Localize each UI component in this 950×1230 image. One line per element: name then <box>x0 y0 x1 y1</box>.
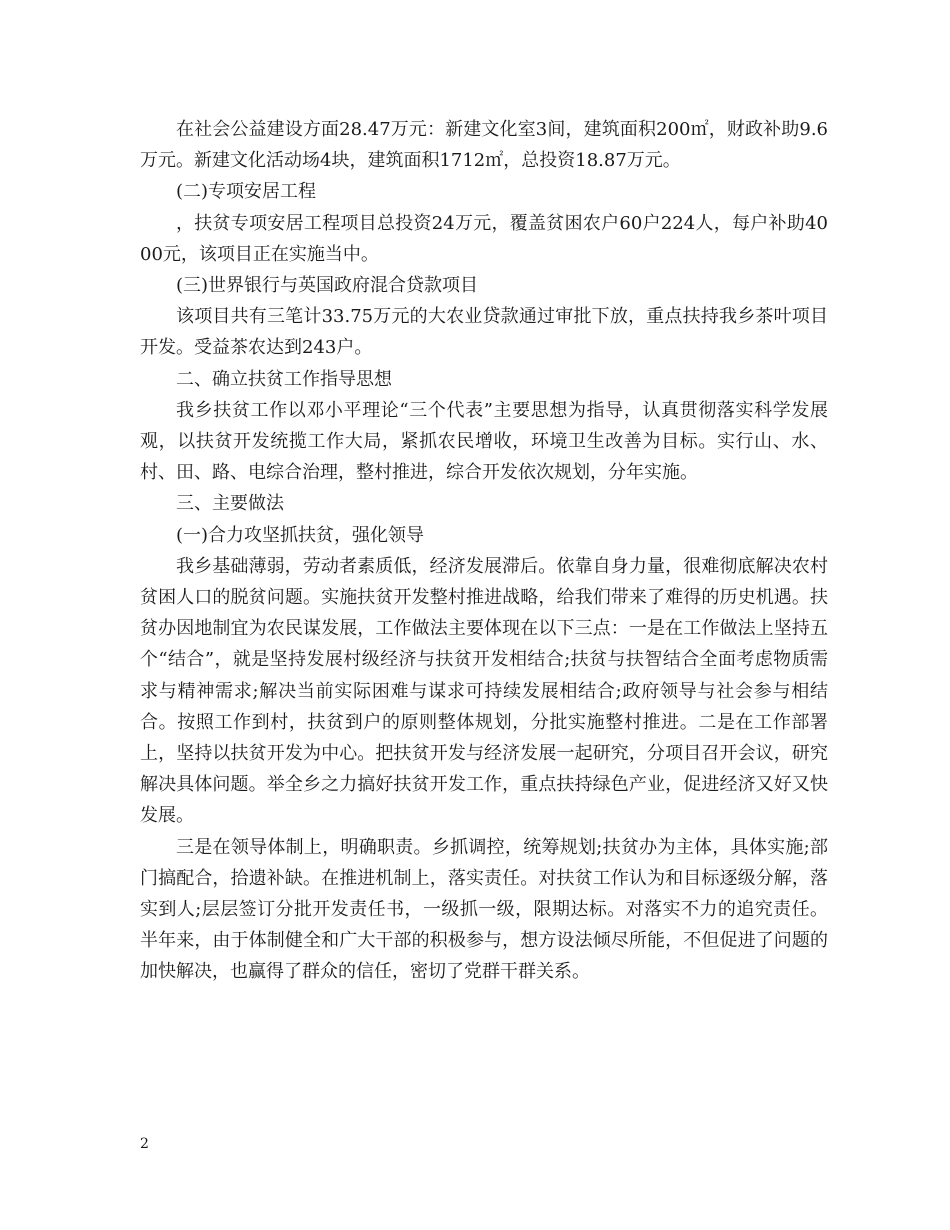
paragraph-leadership-system: 三是在领导体制上，明确职责。乡抓调控，统筹规划;扶贫办为主体，具体实施;部门搞配合，拾遗补缺。在推进机制上，落实责任。对扶贫工作认为和目标逐级分解，落实到人;层层签订分批开发责任书，一级抓一级，限期达标。对落实不力的追究责任。半年来，由于体制健全和广大干部的积极参与，想方设法倾尽所能，不但促进了问题的加快解决，也赢得了群众的信任，密切了党群干群关系。 <box>140 836 828 983</box>
heading-main-practices: 三、主要做法 <box>176 493 284 515</box>
heading-strengthen-leadership: (一)合力攻坚抓扶贫，强化领导 <box>176 524 425 546</box>
paragraph-public-welfare: 在社会公益建设方面28.47万元：新建文化室3间，建筑面积200㎡，财政补助9.6万元。新建文化活动场4块，建筑面积1712㎡，总投资18.87万元。 <box>140 119 828 172</box>
heading-guiding-ideology: 二、确立扶贫工作指导思想 <box>176 368 392 390</box>
paragraph-guiding-ideology: 我乡扶贫工作以邓小平理论“三个代表”主要思想为指导，认真贯彻落实科学发展观，以扶贫开发统揽工作大局，紧抓农民增收，环境卫生改善为目标。实行山、水、村、田、路、电综合治理，整村推进，综合开发依次规划，分年实施。 <box>140 399 828 484</box>
paragraph-special-housing: ，扶贫专项安居工程项目总投资24万元，覆盖贫困农户60户224人，每户补助4000元，该项目正在实施当中。 <box>140 212 828 265</box>
document-body <box>140 114 828 988</box>
heading-world-bank-loan: (三)世界银行与英国政府混合贷款项目 <box>176 275 479 297</box>
paragraph-strengthen-leadership: 我乡基础薄弱，劳动者素质低，经济发展滞后。依靠自身力量，很难彻底解决农村贫困人口的脱贫问题。实施扶贫开发整村推进战略，给我们带来了难得的历史机遇。扶贫办因地制宜为农民谋发展，工作做法主要体现在以下三点：一是在工作做法上坚持五个“结合”，就是坚持发展村级经济与扶贫开发相结合;扶贫与扶智结合全面考虑物质需求与精神需求;解决当前实际困难与谋求可持续发展相结合;政府领导与社会参与相结合。按照工作到村，扶贫到户的原则整体规划，分批实施整村推进。二是在工作部署上，坚持以扶贫开发为中心。把扶贫开发与经济发展一起研究，分项目召开会议，研究解决具体问题。举全乡之力搞好扶贫开发工作，重点扶持绿色产业，促进经济又好又快发展。 <box>140 555 828 827</box>
page-number: 2 <box>140 1136 149 1152</box>
heading-special-housing: (二)专项安居工程 <box>176 181 317 203</box>
paragraph-world-bank-loan: 该项目共有三笔计33.75万元的大农业贷款通过审批下放，重点扶持我乡茶叶项目开发。受益茶农达到243户。 <box>140 306 828 359</box>
